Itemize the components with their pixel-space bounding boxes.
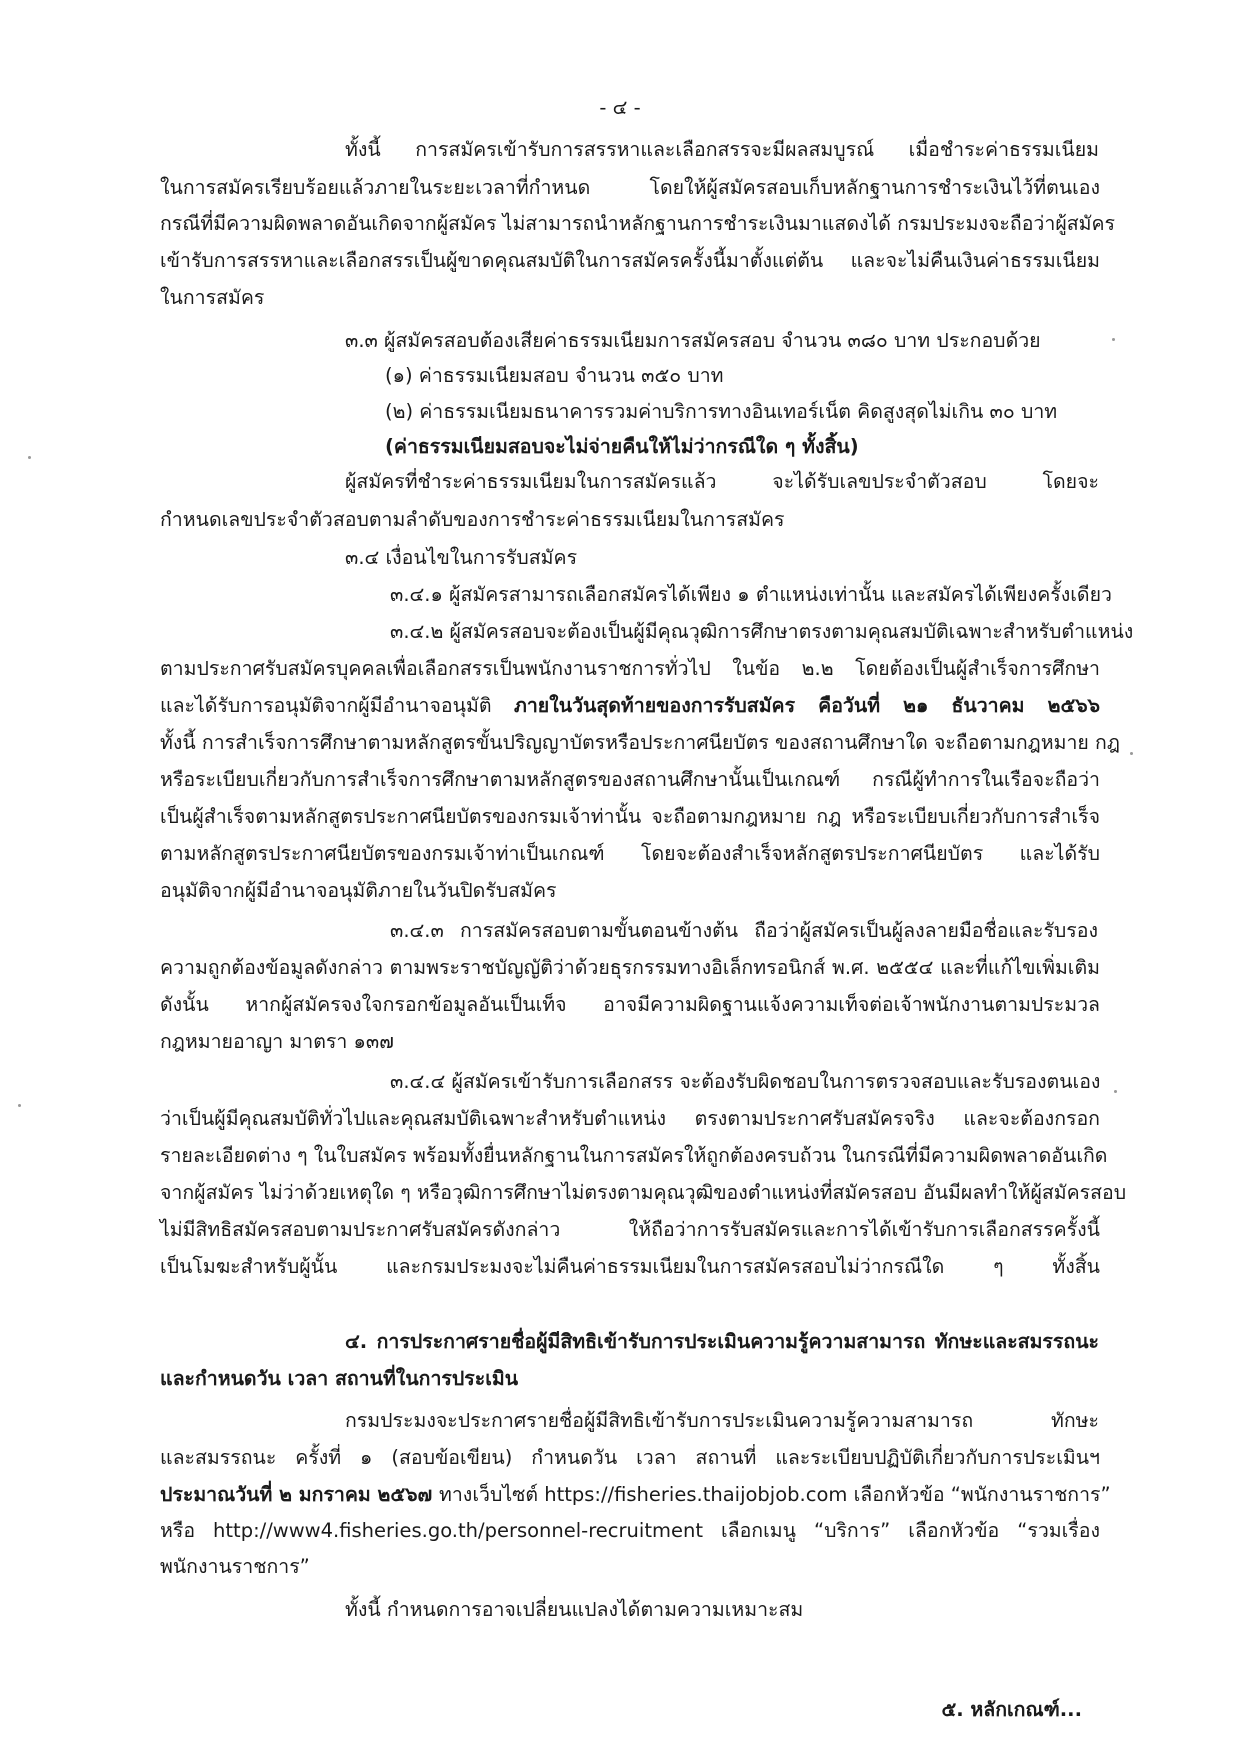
paragraph-line: ทั้งนี้ กำหนดการอาจเปลี่ยนแปลงได้ตามความเหมาะสม [345, 1598, 804, 1621]
paragraph-line: กฎหมายอาญา มาตรา ๑๓๗ [160, 1030, 394, 1053]
section-3-4-2: ๓.๔.๒ ผู้สมัครสอบจะต้องเป็นผู้มีคุณวุฒิการศึกษาตรงตามคุณสมบัติเฉพาะสำหรับตำแหน่ง [390, 620, 1134, 643]
paragraph-line: กรณีที่มีความผิดพลาดอันเกิดจากผู้สมัคร ไม่สามารถนำหลักฐานการชำระเงินมาแสดงได้ กรมประมงจะถือว่าผู้สมัคร [160, 212, 1116, 235]
paragraph-line: และสมรรถนะ ครั้งที่ ๑ (สอบข้อเขียน) กำหนดวัน เวลา สถานที่ และระเบียบปฏิบัติเกี่ยวกับการประเมินฯ [160, 1446, 1100, 1469]
paragraph-line: หรือ http://www4.fisheries.go.th/personnel-recruitment เลือกเมนู “บริการ” เลือกหัวข้อ “รวมเรื่อง [160, 1519, 1100, 1542]
paragraph-line: ในการสมัครเรียบร้อยแล้วภายในระยะเวลาที่กำหนด โดยให้ผู้สมัครสอบเก็บหลักฐานการชำระเงินไว้ที่ตนเอง [160, 176, 1100, 199]
scan-speck [28, 456, 31, 459]
section-3-4-4: ๓.๔.๔ ผู้สมัครเข้ารับการเลือกสรร จะต้องรับผิดชอบในการตรวจสอบและรับรองตนเอง [390, 1070, 1101, 1093]
paragraph-line: รายละเอียดต่าง ๆ ในใบสมัคร พร้อมทั้งยื่นหลักฐานในการสมัครให้ถูกต้องครบถ้วน ในกรณีที่มีความผิดพลาดอันเกิด [160, 1144, 1108, 1167]
paragraph-line: ผู้สมัครที่ชำระค่าธรรมเนียมในการสมัครแล้ว จะได้รับเลขประจำตัวสอบ โดยจะ [345, 470, 1099, 493]
paragraph-line: เข้ารับการสรรหาและเลือกสรรเป็นผู้ขาดคุณสมบัติในการสมัครครั้งนี้มาตั้งแต่ต้น และจะไม่คืนเงินค่าธรรมเนียม [160, 249, 1100, 272]
continuation-footer: ๕. หลักเกณฑ์... [941, 1698, 1082, 1721]
section-3-4-1: ๓.๔.๑ ผู้สมัครสามารถเลือกสมัครได้เพียง ๑ ตำแหน่งเท่านั้น และสมัครได้เพียงครั้งเดียว [390, 583, 1112, 606]
paragraph-line: หรือระเบียบเกี่ยวกับการสำเร็จการศึกษาตามหลักสูตรของสถานศึกษานั้นเป็นเกณฑ์ กรณีผู้ทำการในเรือจะถือว่า [160, 768, 1100, 791]
paragraph-line: และได้รับการอนุมัติจากผู้มีอำนาจอนุมัติ ภายในวันสุดท้ายของการรับสมัคร คือวันที่ ๒๑ ธันวาคม ๒๕๖๖ [160, 694, 1100, 717]
paragraph-line: ตามประกาศรับสมัครบุคคลเพื่อเลือกสรรเป็นพนักงานราชการทั่วไป ในข้อ ๒.๒ โดยต้องเป็นผู้สำเร็จการศึกษา [160, 657, 1100, 680]
paragraph-line: ทั้งนี้ การสมัครเข้ารับการสรรหาและเลือกสรรจะมีผลสมบูรณ์ เมื่อชำระค่าธรรมเนียม [345, 138, 1099, 161]
page-number: - ๔ - [599, 96, 641, 119]
paragraph-line: ว่าเป็นผู้มีคุณสมบัติทั่วไปและคุณสมบัติเฉพาะสำหรับตำแหน่ง ตรงตามประกาศรับสมัครจริง และจะต้องกรอก [160, 1107, 1100, 1130]
paragraph-line: ความถูกต้องข้อมูลดังกล่าว ตามพระราชบัญญัติว่าด้วยธุรกรรมทางอิเล็กทรอนิกส์ พ.ศ. ๒๕๕๔ และที่แก้ไขเพิ่มเติม [160, 956, 1100, 979]
scan-speck [18, 1104, 21, 1107]
paragraph-line: ประมาณวันที่ ๒ มกราคม ๒๕๖๗ ทางเว็บไซต์ https://fisheries.thaijobjob.com เลือกหัวข้อ “พนักงานราชการ” [160, 1483, 1111, 1506]
paragraph-line: เป็นผู้สำเร็จตามหลักสูตรประกาศนียบัตรของกรมเจ้าท่านั้น จะถือตามกฎหมาย กฎ หรือระเบียบเกี่ยวกับการสำเร็จ [160, 805, 1100, 828]
scan-speck [1112, 338, 1115, 341]
paragraph-line: กรมประมงจะประกาศรายชื่อผู้มีสิทธิเข้ารับการประเมินความรู้ความสามารถ ทักษะ [345, 1409, 1099, 1432]
paragraph-line: ไม่มีสิทธิสมัครสอบตามประกาศรับสมัครดังกล่าว ให้ถือว่าการรับสมัครและการได้เข้ารับการเลือกสรรครั้งนี้ [160, 1218, 1100, 1241]
fee-item-1: (๑) ค่าธรรมเนียมสอบ จำนวน ๓๕๐ บาท [385, 364, 724, 387]
section-3-4: ๓.๔ เงื่อนไขในการรับสมัคร [345, 546, 578, 569]
section-4-heading-cont: และกำหนดวัน เวลา สถานที่ในการประเมิน [160, 1367, 519, 1390]
section-3-3: ๓.๓ ผู้สมัครสอบต้องเสียค่าธรรมเนียมการสมัครสอบ จำนวน ๓๘๐ บาท ประกอบด้วย [345, 329, 1041, 352]
paragraph-line: พนักงานราชการ” [160, 1555, 310, 1578]
paragraph-line: ในการสมัคร [160, 286, 265, 309]
paragraph-line: ทั้งนี้ การสำเร็จการศึกษาตามหลักสูตรขั้นปริญญาบัตรหรือประกาศนียบัตร ของสถานศึกษาใด จะถือตามกฎหมาย กฎ [160, 731, 1120, 754]
paragraph-line: ตามหลักสูตรประกาศนียบัตรของกรมเจ้าท่าเป็นเกณฑ์ โดยจะต้องสำเร็จหลักสูตรประกาศนียบัตร และได้รับ [160, 842, 1100, 865]
section-4-heading: ๔. การประกาศรายชื่อผู้มีสิทธิเข้ารับการประเมินความรู้ความสามารถ ทักษะและสมรรถนะ [345, 1330, 1099, 1353]
paragraph-line: จากผู้สมัคร ไม่ว่าด้วยเหตุใด ๆ หรือวุฒิการศึกษาไม่ตรงตามคุณวุฒิของตำแหน่งที่สมัครสอบ อันมีผลทำให้ผู้สมัครสอบ [160, 1181, 1127, 1204]
paragraph-line: กำหนดเลขประจำตัวสอบตามลำดับของการชำระค่าธรรมเนียมในการสมัคร [160, 508, 785, 531]
fee-item-2: (๒) ค่าธรรมเนียมธนาคารรวมค่าบริการทางอินเทอร์เน็ต คิดสูงสุดไม่เกิน ๓๐ บาท [385, 400, 1058, 423]
section-3-4-3: ๓.๔.๓ การสมัครสอบตามขั้นตอนข้างต้น ถือว่าผู้สมัครเป็นผู้ลงลายมือชื่อและรับรอง [390, 919, 1098, 942]
non-refundable-note: (ค่าธรรมเนียมสอบจะไม่จ่ายคืนให้ไม่ว่ากรณีใด ๆ ทั้งสิ้น) [385, 435, 859, 458]
paragraph-line: ดังนั้น หากผู้สมัครจงใจกรอกข้อมูลอันเป็นเท็จ อาจมีความผิดฐานแจ้งความเท็จต่อเจ้าพนักงานตามประมวล [160, 993, 1100, 1016]
paragraph-line: อนุมัติจากผู้มีอำนาจอนุมัติภายในวันปิดรับสมัคร [160, 879, 557, 902]
scan-speck [1130, 752, 1133, 755]
scan-speck [1114, 1090, 1117, 1093]
paragraph-line: เป็นโมฆะสำหรับผู้นั้น และกรมประมงจะไม่คืนค่าธรรมเนียมในการสมัครสอบไม่ว่ากรณีใด ๆ ทั้งสิ้น [160, 1255, 1100, 1278]
